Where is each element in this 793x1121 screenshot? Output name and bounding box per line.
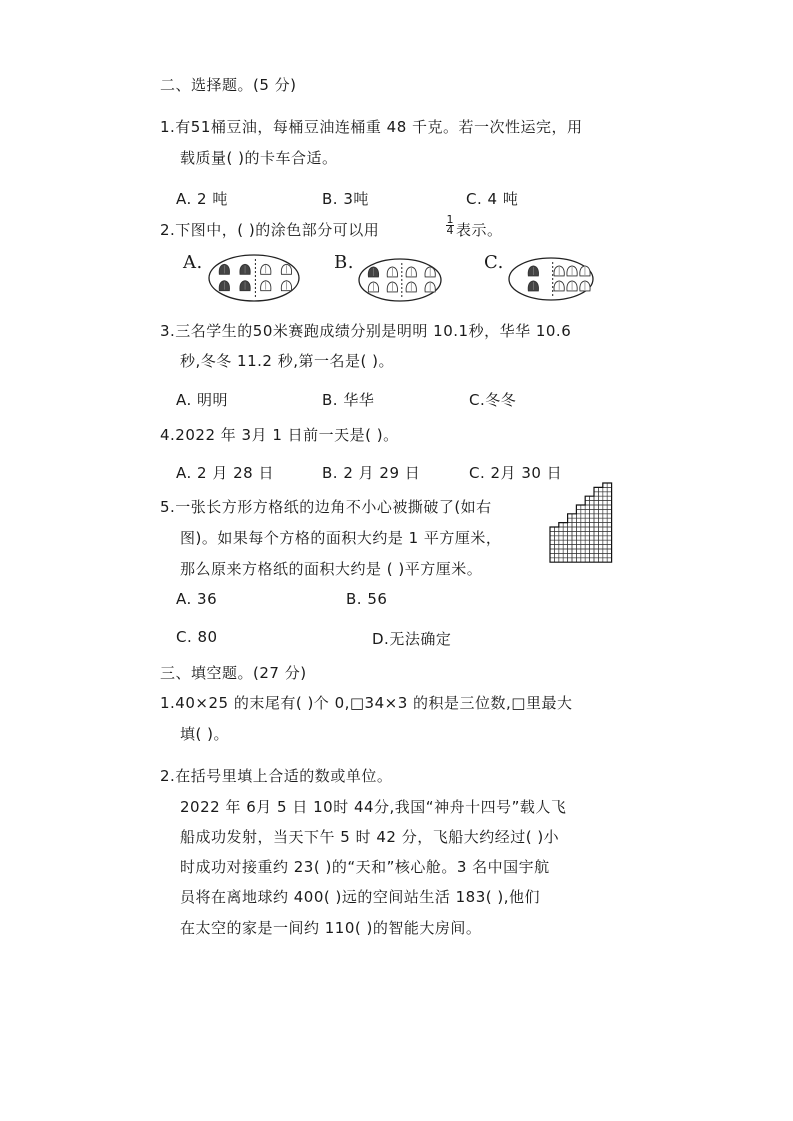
q3-line1: 3.三名学生的50米赛跑成绩分别是明明 10.1秒，华华 10.6: [160, 322, 572, 340]
s3-q2-line1: 2.在括号里填上合适的数或单位。: [160, 767, 393, 785]
q5-torn-grid-figure: [548, 481, 618, 569]
shell-icon: [368, 282, 378, 292]
q1-option-b: B. 3吨: [322, 190, 369, 208]
shell-icon: [281, 281, 291, 291]
q2-label-b: B.: [334, 252, 354, 273]
shaded-shell-icon: [240, 264, 250, 274]
shaded-shell-icon: [528, 266, 538, 276]
q4-option-b: B. 2 月 29 日: [322, 464, 421, 482]
q5-option-b: B. 56: [346, 590, 388, 608]
q2-figure-c: [508, 257, 594, 301]
q1-option-a: A. 2 吨: [176, 190, 228, 208]
shaded-shell-icon: [219, 281, 229, 291]
q4-line1: 4.2022 年 3月 1 日前一天是( )。: [160, 426, 399, 444]
q1-line1: 1.有51桶豆油，每桶豆油连桶重 48 千克。若一次性运完，用: [160, 118, 583, 136]
q2-text-after: 表示。: [456, 221, 503, 239]
shell-icon: [567, 266, 577, 276]
shell-icon: [425, 267, 435, 277]
shell-icon: [387, 267, 397, 277]
q2-figure-a: [208, 254, 300, 302]
s3-q1-line2: 填( )。: [180, 725, 229, 743]
q4-option-c: C. 2月 30 日: [469, 464, 563, 482]
q5-option-a: A. 36: [176, 590, 218, 608]
shaded-shell-icon: [368, 267, 378, 277]
shell-icon: [580, 266, 590, 276]
shell-icon: [406, 282, 416, 292]
shell-icon: [554, 266, 564, 276]
shaded-shell-icon: [528, 281, 538, 291]
q2-figure-b: [358, 258, 442, 302]
shell-icon: [281, 264, 291, 274]
q3-option-a: A. 明明: [176, 391, 229, 409]
shell-icon: [406, 267, 416, 277]
s3-q2-line3: 船成功发射，当天下午 5 时 42 分，飞船大约经过( )小: [180, 828, 560, 846]
section-2-title: 二、选择题。(5 分): [160, 76, 297, 94]
s3-q2-line6: 在太空的家是一间约 110( )的智能大房间。: [180, 919, 482, 937]
q2-fraction: [446, 215, 454, 236]
shaded-shell-icon: [240, 281, 250, 291]
q3-option-b: B. 华华: [322, 391, 375, 409]
q3-line2: 秒,冬冬 11.2 秒,第一名是( )。: [180, 352, 394, 370]
shell-icon: [580, 281, 590, 291]
shell-icon: [261, 281, 271, 291]
q2-label-a: A.: [183, 252, 203, 273]
q1-line2: 载质量( )的卡车合适。: [180, 149, 338, 167]
q2-label-c: C.: [484, 252, 504, 273]
q5-option-d: D.无法确定: [372, 630, 452, 648]
section-3-title: 三、填空题。(27 分): [160, 664, 307, 682]
s3-q1-line1: 1.40×25 的末尾有( )个 0,□34×3 的积是三位数,□里最大: [160, 694, 573, 712]
q5-line1: 5.一张长方形方格纸的边角不小心被撕破了(如右: [160, 498, 492, 516]
q3-option-c: C.冬冬: [469, 391, 517, 409]
q5-option-c: C. 80: [176, 628, 218, 646]
shell-icon: [387, 282, 397, 292]
q2-fraction-den: 4: [446, 224, 454, 237]
s3-q2-line5: 员将在离地球约 400( )远的空间站生活 183( ),他们: [180, 888, 541, 906]
q5-line3: 那么原来方格纸的面积大约是 ( )平方厘米。: [180, 560, 483, 578]
shell-icon: [567, 281, 577, 291]
q4-option-a: A. 2 月 28 日: [176, 464, 274, 482]
q5-line2: 图)。如果每个方格的面积大约是 1 平方厘米，: [180, 529, 502, 547]
shaded-shell-icon: [219, 264, 229, 274]
q2-fraction-num: 1: [446, 213, 454, 226]
shell-icon: [425, 282, 435, 292]
shell-icon: [554, 281, 564, 291]
s3-q2-line2: 2022 年 6月 5 日 10时 44分,我国“神舟十四号”载人飞: [180, 798, 567, 816]
q2-text-before: 2.下图中，( )的涂色部分可以用: [160, 221, 380, 239]
s3-q2-line4: 时成功对接重约 23( )的“天和”核心舱。3 名中国宇航: [180, 858, 550, 876]
q2-text: [160, 219, 379, 240]
q1-option-c: C. 4 吨: [466, 190, 519, 208]
shell-icon: [261, 264, 271, 274]
